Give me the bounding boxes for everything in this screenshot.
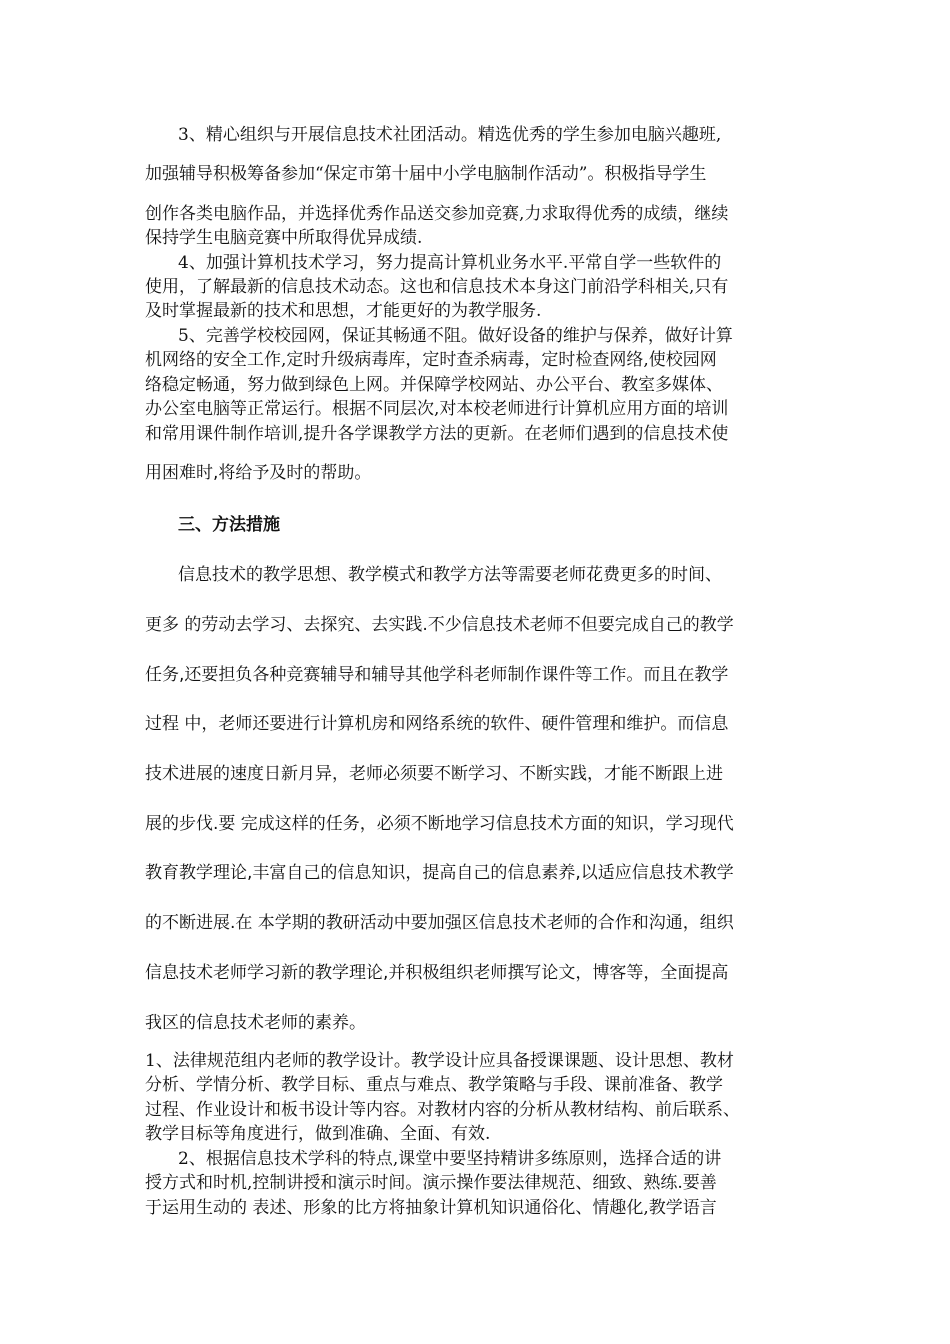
paragraph-3-line-3: 创作各类电脑作品，并选择优秀作品送交参加竞赛,力求取得优秀的成绩，继续 — [145, 204, 729, 224]
methods-line-7: 教育教学理论,丰富自己的信息知识，提高自己的信息素养,以适应信息技术教学 — [145, 863, 734, 883]
methods-line-5: 技术进展的速度日新月异，老师必须要不断学习、不断实践，才能不断跟上进 — [145, 764, 723, 784]
methods-line-9: 信息技术老师学习新的教学理论,并积极组织老师撰写论文，博客等，全面提高 — [145, 963, 729, 983]
method-1-line-3: 过程、作业设计和板书设计等内容。对教材内容的分析从教材结构、前后联系、 — [145, 1100, 740, 1120]
methods-line-3: 任务,还要担负各种竞赛辅导和辅导其他学科老师制作课件等工作。而且在教学 — [145, 665, 729, 685]
paragraph-5-line-6 — [145, 462, 371, 484]
method-2-line-2: 授方式和时机,控制讲授和演示时间。演示操作要法律规范、细致、熟练.要善 — [145, 1173, 717, 1193]
method-2-line-1: 2、根据信息技术学科的特点,课堂中要坚持精讲多练原则，选择合适的讲 — [178, 1149, 722, 1169]
paragraph-5-last-b: 困难时,将给予及时的帮助。 — [162, 463, 372, 483]
paragraph-4-line-3: 及时掌握最新的技术和思想，才能更好的为教学服务. — [145, 301, 542, 321]
methods-line-10: 我区的信息技术老师的素养。 — [145, 1013, 366, 1033]
paragraph-4-line-1: 4、加强计算机技术学习，努力提高计算机业务水平.平常自学一些软件的 — [178, 253, 722, 273]
paragraph-4-line-2: 使用，了解最新的信息技术动态。这也和信息技术本身这门前沿学科相关,只有 — [145, 277, 729, 297]
paragraph-3-line-4: 保持学生电脑竞赛中所取得优异成绩. — [145, 228, 423, 248]
methods-line-6: 展的步伐.要 完成这样的任务，必须不断地学习信息技术方面的知识，学习现代 — [145, 814, 734, 834]
method-1-line-4: 教学目标等角度进行，做到准确、全面、有效. — [145, 1124, 491, 1144]
paragraph-5-line-1: 5、完善学校校园网，保证其畅通不阻。做好设备的维护与保养，做好计算 — [178, 326, 733, 346]
methods-line-2: 更多 的劳动去学习、去探究、去实践.不少信息技术老师不但要完成自己的教学 — [145, 615, 734, 635]
methods-line-4: 过程 中，老师还要进行计算机房和网络系统的软件、硬件管理和维护。而信息 — [145, 714, 729, 734]
method-2-line-3: 于运用生动的 表述、形象的比方将抽象计算机知识通俗化、情趣化,教学语言 — [145, 1198, 717, 1218]
section-heading-methods: 三、方法措施 — [178, 515, 280, 535]
paragraph-5-line-4: 办公室电脑等正常运行。根据不同层次,对本校老师进行计算机应用方面的培训 — [145, 399, 729, 419]
methods-line-8: 的不断进展.在 本学期的教研活动中要加强区信息技术老师的合作和沟通，组织 — [145, 913, 734, 933]
paragraph-5-last-a: 用 — [145, 463, 162, 483]
methods-line-1: 信息技术的教学思想、教学模式和教学方法等需要老师花费更多的时间、 — [178, 565, 722, 585]
paragraph-3-line-1: 3、精心组织与开展信息技术社团活动。精选优秀的学生参加电脑兴趣班, — [178, 125, 722, 145]
method-1-line-2: 分析、学情分析、教学目标、重点与难点、教学策略与手段、课前准备、教学 — [145, 1075, 723, 1095]
paragraph-5-line-5: 和常用课件制作培训,提升各学课教学方法的更新。在老师们遇到的信息技术使 — [145, 424, 729, 444]
method-1-line-1: 1、法律规范组内老师的教学设计。教学设计应具备授课课题、设计思想、教材 — [145, 1051, 734, 1071]
paragraph-3-line-2: 加强辅导积极筹备参加“保定市第十届中小学电脑制作活动”。积极指导学生 — [145, 164, 707, 184]
paragraph-5-line-3: 络稳定畅通，努力做到绿色上网。并保障学校网站、办公平台、教室多媒体、 — [145, 375, 723, 395]
paragraph-5-line-2: 机网络的安全工作,定时升级病毒库，定时查杀病毒，定时检查网络,使校园网 — [145, 350, 717, 370]
